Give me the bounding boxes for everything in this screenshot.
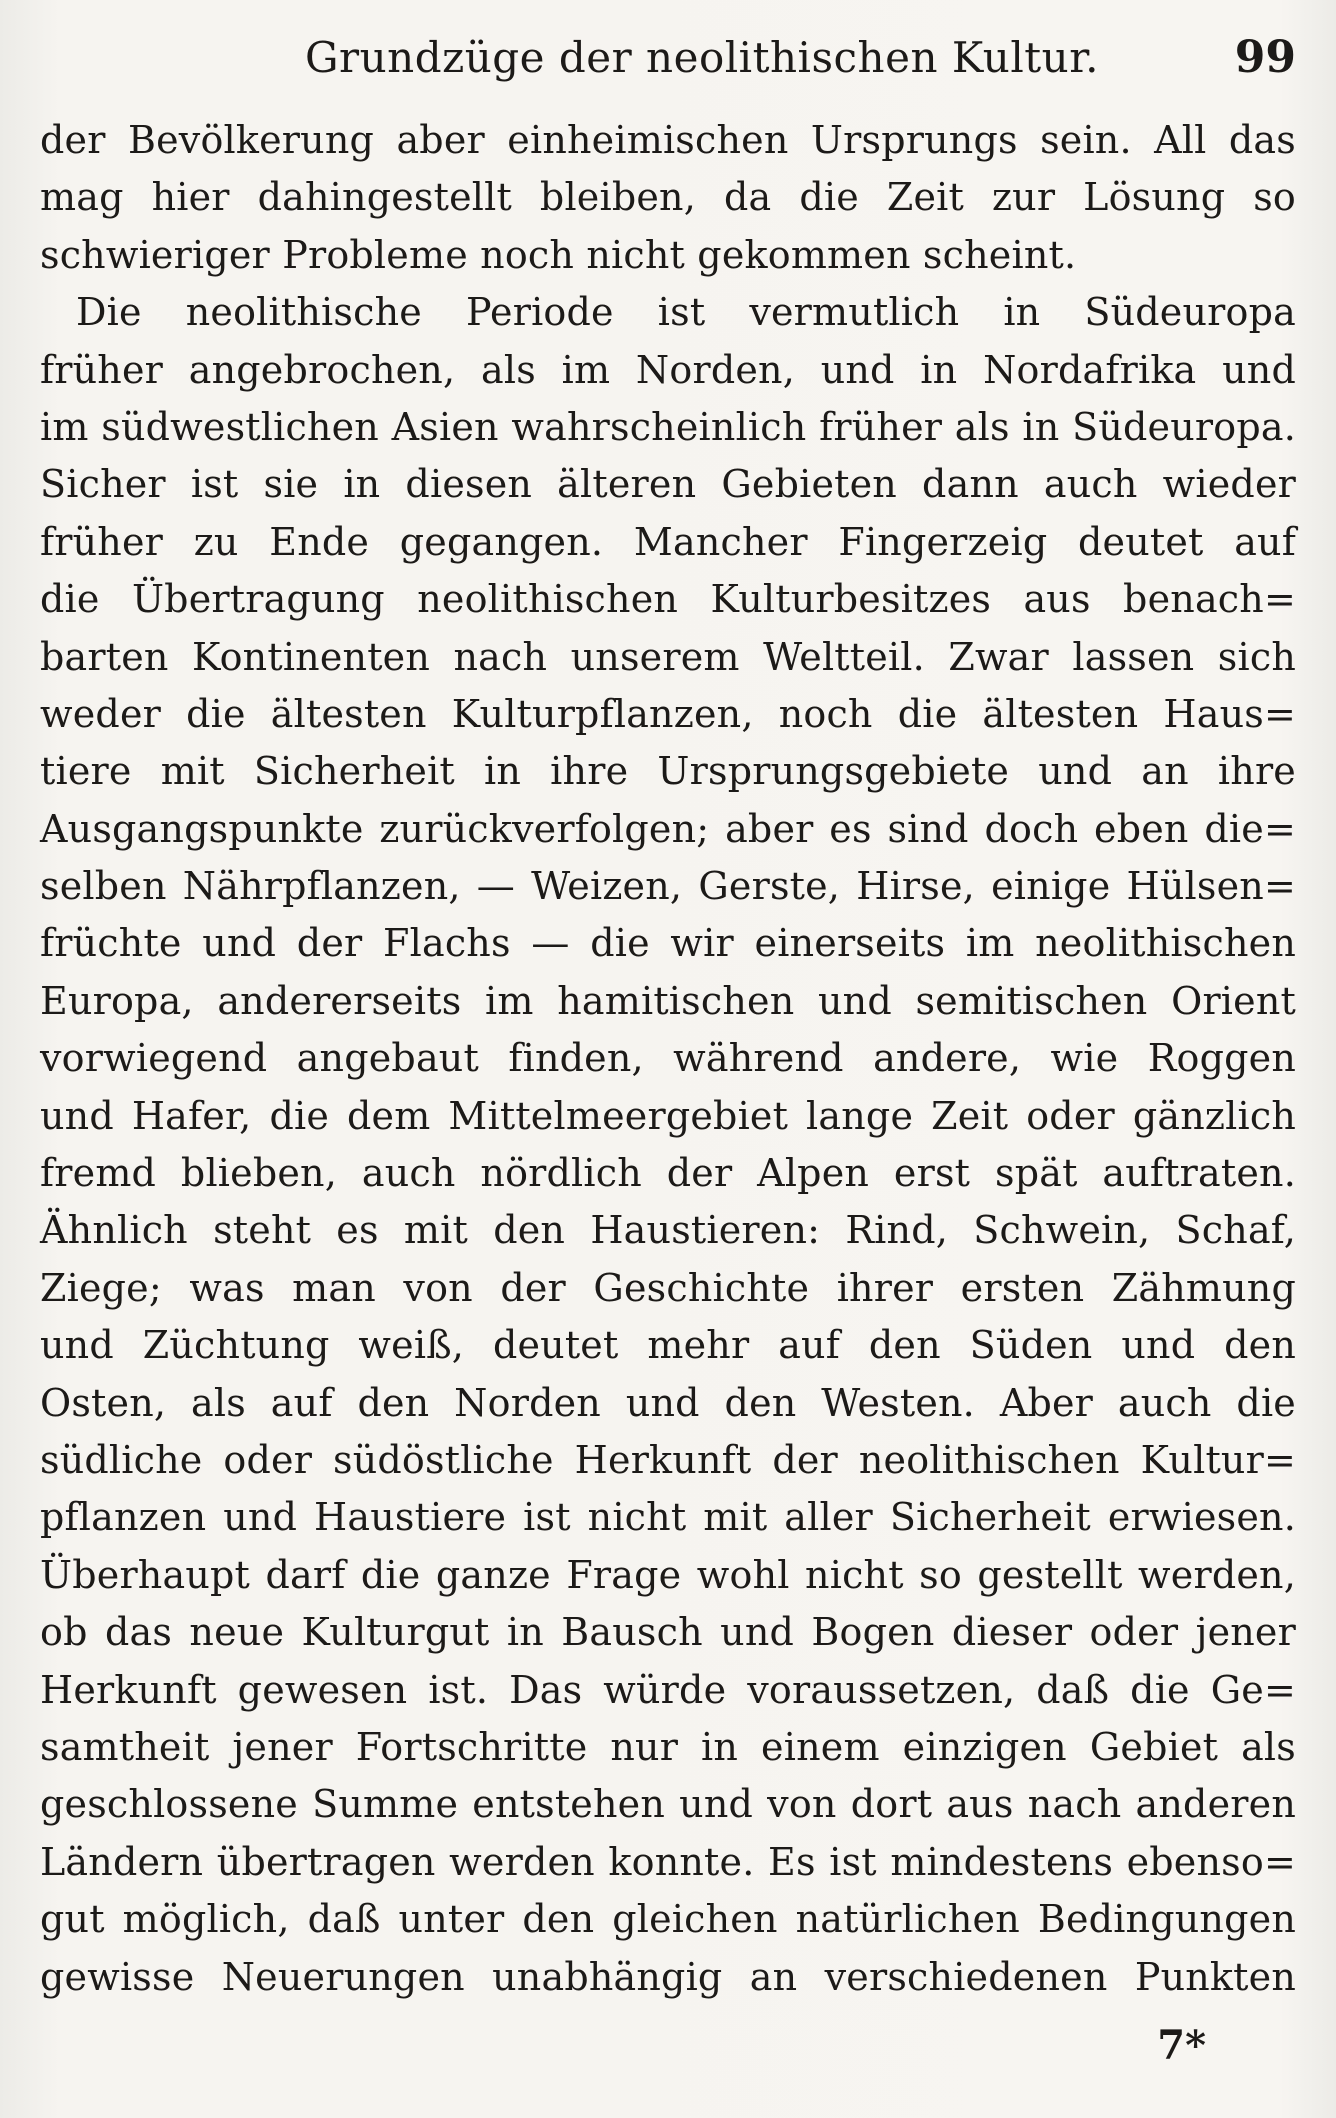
text-line: Überhaupt darf die ganze Frage wohl nicht so gestellt werden,: [40, 1552, 1296, 1597]
text-line: Ähnlich steht es mit den Haustieren: Rind, Schwein, Schaf,: [40, 1208, 1296, 1253]
text-line: und Züchtung weiß, deutet mehr auf den Süden und den: [40, 1323, 1296, 1368]
page-number: 99: [1234, 32, 1296, 83]
text-line: weder die ältesten Kulturpflanzen, noch die ältesten Haus=: [40, 691, 1296, 736]
text-line: die Übertragung neolithischen Kulturbesitzes aus benach=: [40, 577, 1296, 622]
text-line: ob das neue Kulturgut in Bausch und Bogen dieser oder jener: [40, 1610, 1296, 1655]
text-line: Die neolithische Periode ist vermutlich in Südeuropa: [76, 290, 1296, 335]
text-line: pflanzen und Haustiere ist nicht mit aller Sicherheit erwiesen.: [40, 1495, 1296, 1540]
text-line: früher zu Ende gegangen. Mancher Fingerzeig deutet auf: [40, 519, 1296, 564]
running-head: Grundzüge der neolithischen Kultur.: [305, 33, 1100, 82]
text-line: Ziege; was man von der Geschichte ihrer ersten Zähmung: [40, 1265, 1296, 1310]
text-line: Sicher ist sie in diesen älteren Gebieten dann auch wieder: [40, 462, 1296, 507]
text-line: Europa, andererseits im hamitischen und semitischen Orient: [40, 978, 1296, 1023]
text-line: gewisse Neuerungen unabhängig an verschiedenen Punkten: [40, 1954, 1296, 1999]
text-line: der Bevölkerung aber einheimischen Ursprungs sein. All das: [40, 118, 1296, 162]
text-line: Osten, als auf den Norden und den Westen. Aber auch die: [40, 1380, 1296, 1425]
text-line: früchte und der Flachs — die wir einerseits im neolithischen: [40, 921, 1296, 966]
page-header: [0, 28, 1336, 88]
text-line: Ländern übertragen werden konnte. Es ist mindestens ebenso=: [40, 1839, 1296, 1884]
text-line: tiere mit Sicherheit in ihre Ursprungsgebiete und an ihre: [40, 749, 1296, 794]
text-line: samtheit jener Fortschritte nur in einem einzigen Gebiet als: [40, 1724, 1296, 1769]
text-line: vorwiegend angebaut finden, während andere, wie Roggen: [40, 1036, 1296, 1081]
text-line: barten Kontinenten nach unserem Weltteil. Zwar lassen sich: [40, 634, 1296, 679]
signature-mark: 7*: [1157, 2022, 1206, 2069]
text-line: im südwestlichen Asien wahrscheinlich früher als in Südeuropa.: [40, 404, 1296, 449]
text-line: Herkunft gewesen ist. Das würde voraussetzen, daß die Ge=: [40, 1667, 1296, 1712]
text-line: fremd blieben, auch nördlich der Alpen erst spät auftraten.: [40, 1151, 1296, 1196]
text-line: schwieriger Probleme noch nicht gekommen scheint.: [40, 232, 1077, 277]
text-line: selben Nährpflanzen, — Weizen, Gerste, Hirse, einige Hülsen=: [40, 864, 1296, 909]
text-line: gut möglich, daß unter den gleichen natürlichen Bedingungen: [40, 1897, 1296, 1942]
text-line: mag hier dahingestellt bleiben, da die Zeit zur Lösung so: [40, 175, 1296, 220]
body-text: [40, 112, 1296, 2006]
text-line: geschlossene Summe entstehen und von dort aus nach anderen: [40, 1782, 1296, 1827]
text-line: Ausgangspunkte zurückverfolgen; aber es sind doch eben die=: [40, 806, 1296, 851]
text-line: und Hafer, die dem Mittelmeergebiet lange Zeit oder gänzlich: [40, 1093, 1296, 1138]
text-line: südliche oder südöstliche Herkunft der neolithischen Kultur=: [40, 1437, 1296, 1482]
text-line: früher angebrochen, als im Norden, und in Nordafrika und: [40, 347, 1296, 392]
